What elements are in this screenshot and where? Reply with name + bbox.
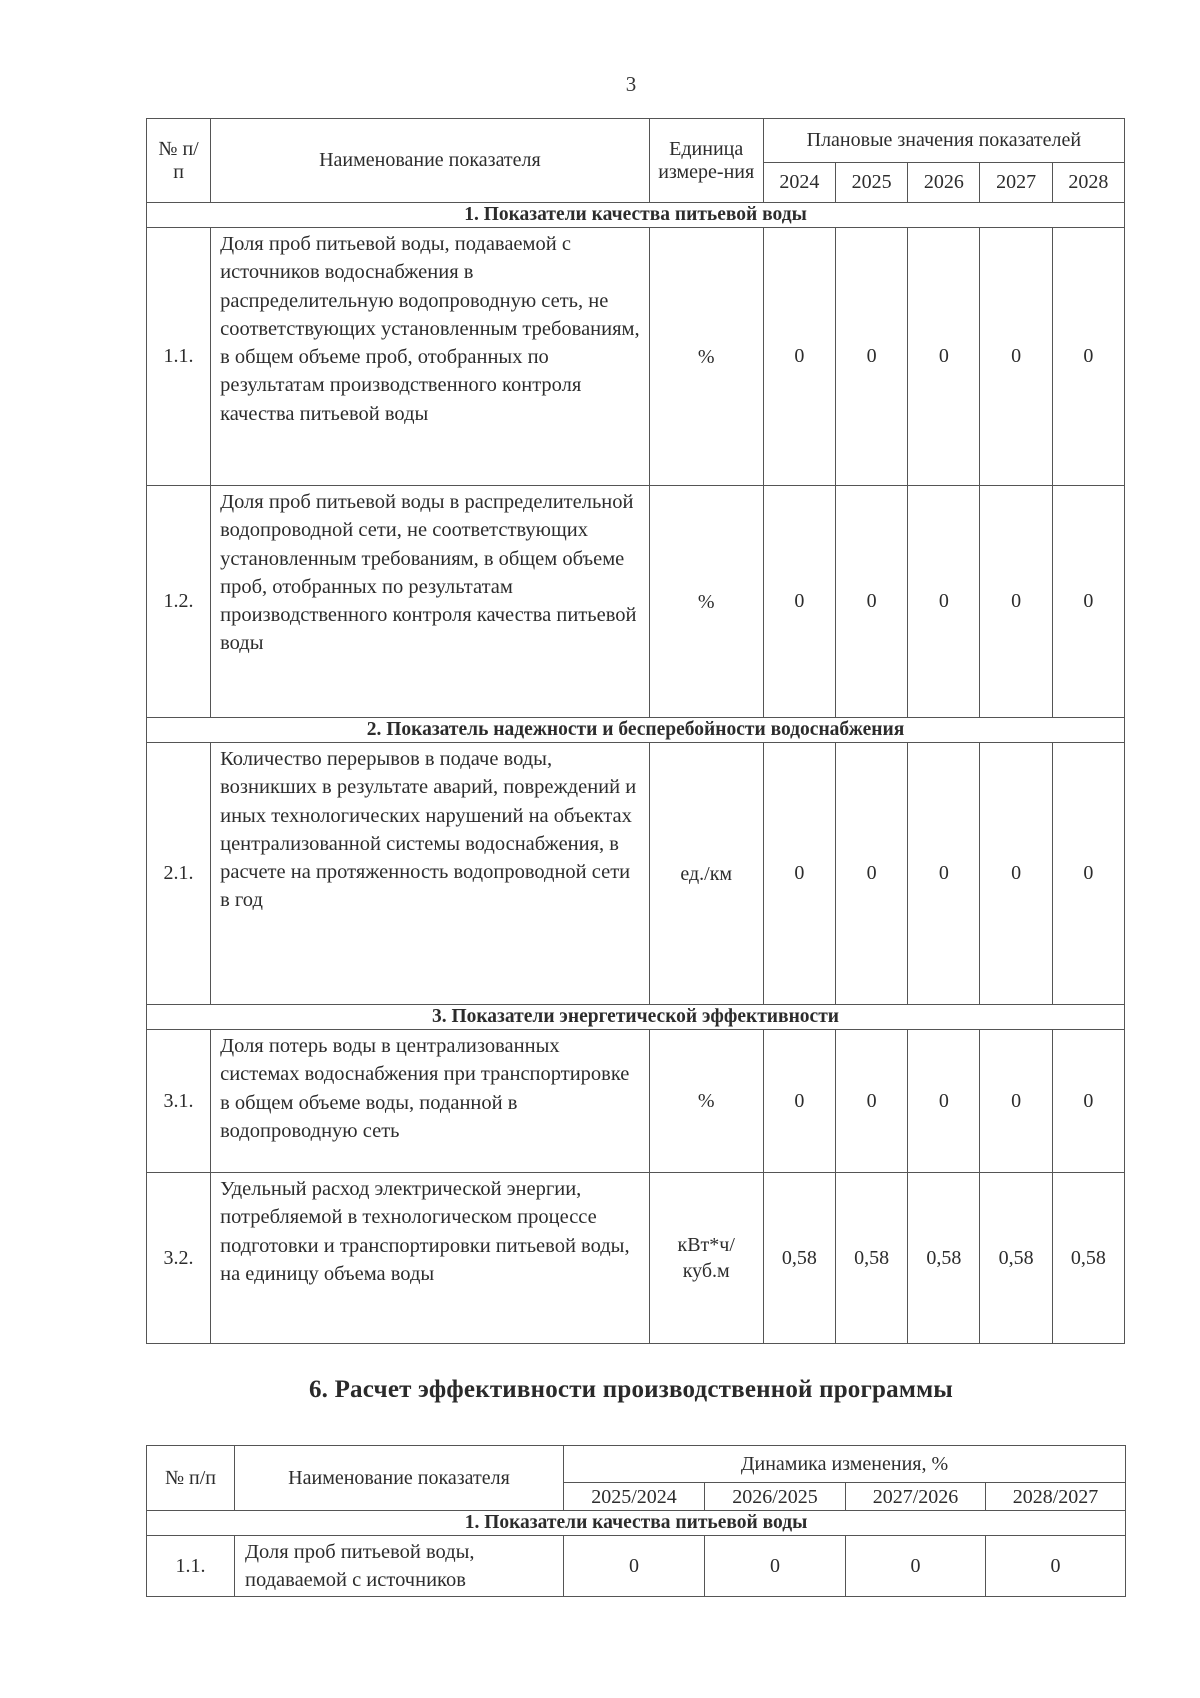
row-value: 0 [705,1536,846,1597]
efficiency-table [146,1445,1126,1597]
row-value: 0 [908,228,980,486]
row-value: 0 [763,486,835,718]
header-plan-values: Плановые значения показателей [763,119,1124,163]
table-row [147,228,1125,486]
row-num: 1.1. [147,228,211,486]
table-row [147,1030,1125,1173]
row-name: Удельный расход электрической энергии, потребляемой в технологическом процессе подготовки и транспортировки питьевой воды, на единицу объема воды [211,1173,650,1344]
row-unit: % [649,1030,763,1173]
header-name: Наименование показателя [211,119,650,203]
header-unit: Единица измере-ния [649,119,763,203]
row-unit: % [649,228,763,486]
header-name: Наименование показателя [235,1446,564,1511]
row-name: Количество перерывов в подаче воды, возникших в результате аварий, повреждений и иных технологических нарушений на объектах централизованной системы водоснабжения, в расчете на протяженность водопроводной сети в год [211,743,650,1005]
row-value: 0,58 [908,1173,980,1344]
row-value: 0 [980,743,1052,1005]
section-title: 2. Показатель надежности и бесперебойности водоснабжения [147,718,1125,743]
table-row [147,1536,1126,1597]
section-heading: 6. Расчет эффективности производственной программы [308,1376,954,1403]
header-year-pair: 2026/2025 [705,1483,846,1511]
header-year-pair: 2027/2026 [846,1483,986,1511]
row-unit: ед./км [649,743,763,1005]
row-value: 0 [835,743,907,1005]
table-row [147,1173,1125,1344]
row-num: 1.1. [147,1536,235,1597]
header-dynamics: Динамика изменения, % [564,1446,1126,1483]
row-value: 0 [1052,743,1124,1005]
row-name: Доля проб питьевой воды в распределительной водопроводной сети, не соответствующих установленным требованиям, в общем объеме проб, отобранных по результатам производственного контроля качества питьевой воды [211,486,650,718]
row-value: 0,58 [763,1173,835,1344]
page-number: 3 [625,72,637,96]
row-value: 0 [986,1536,1126,1597]
row-value: 0 [908,743,980,1005]
section-title: 1. Показатели качества питьевой воды [147,1511,1126,1536]
header-year: 2025 [835,163,907,203]
section-title: 3. Показатели энергетической эффективности [147,1005,1125,1030]
row-name: Доля потерь воды в централизованных системах водоснабжения при транспортировке в общем объеме воды, поданной в водопроводную сеть [211,1030,650,1173]
row-name: Доля проб питьевой воды, подаваемой с источников [235,1536,564,1597]
row-value: 0 [1052,228,1124,486]
row-num: 2.1. [147,743,211,1005]
header-year-pair: 2025/2024 [564,1483,705,1511]
table-row [147,743,1125,1005]
row-value: 0 [564,1536,705,1597]
header-year: 2026 [908,163,980,203]
row-value: 0 [846,1536,986,1597]
header-num: № п/п [147,119,211,203]
row-value: 0 [908,486,980,718]
row-name: Доля проб питьевой воды, подаваемой с источников водоснабжения в распределительную водопроводную сеть, не соответствующих установленным требованиям, в общем объеме проб, отобранных по результатам производственного контроля качества питьевой воды [211,228,650,486]
header-year-pair: 2028/2027 [986,1483,1126,1511]
row-value: 0,58 [1052,1173,1124,1344]
row-value: 0 [980,1030,1052,1173]
row-value: 0,58 [835,1173,907,1344]
row-unit: % [649,486,763,718]
header-year: 2027 [980,163,1052,203]
row-value: 0,58 [980,1173,1052,1344]
row-value: 0 [1052,1030,1124,1173]
row-value: 0 [763,1030,835,1173]
row-num: 3.2. [147,1173,211,1344]
row-num: 1.2. [147,486,211,718]
table-row [147,486,1125,718]
row-value: 0 [1052,486,1124,718]
section-title: 1. Показатели качества питьевой воды [147,203,1125,228]
header-num: № п/п [147,1446,235,1511]
row-value: 0 [980,228,1052,486]
row-value: 0 [835,486,907,718]
row-value: 0 [908,1030,980,1173]
header-year: 2024 [763,163,835,203]
header-year: 2028 [1052,163,1124,203]
row-num: 3.1. [147,1030,211,1173]
row-value: 0 [835,1030,907,1173]
row-value: 0 [835,228,907,486]
row-value: 0 [980,486,1052,718]
row-unit: кВт*ч/ куб.м [649,1173,763,1344]
row-value: 0 [763,228,835,486]
row-value: 0 [763,743,835,1005]
target-indicators-table [146,118,1125,1344]
